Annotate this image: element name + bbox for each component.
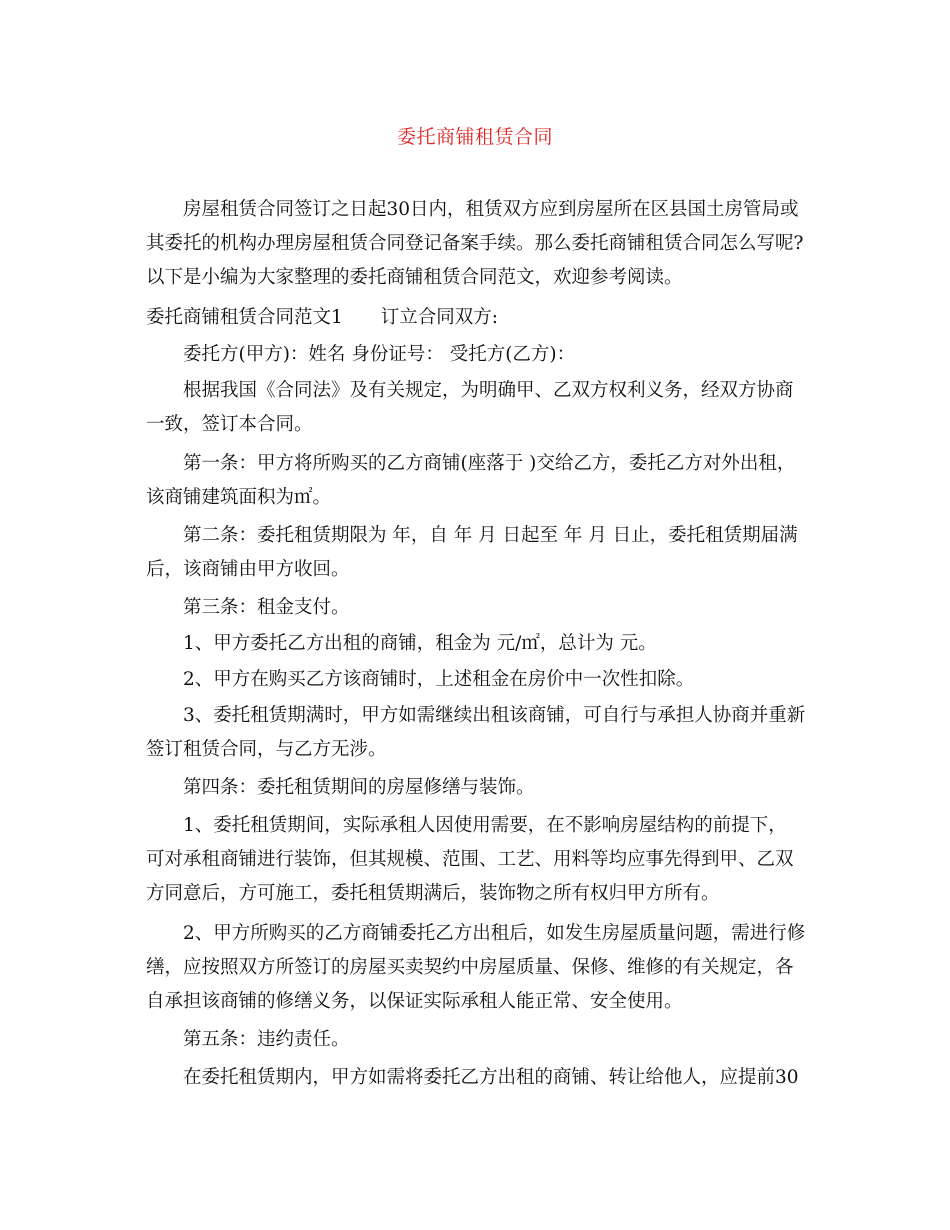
paragraph-line: 第四条：委托租赁期间的房屋修缮与装饰。 (183, 777, 535, 798)
paragraph-line: 第五条：违约责任。 (183, 1029, 350, 1050)
paragraph-line: 后，该商铺由甲方收回。 (146, 559, 350, 580)
paragraph-line: 2、甲方在购买乙方该商铺时，上述租金在房价中一次性扣除。 (183, 669, 695, 690)
section-heading-line (146, 306, 498, 330)
paragraph-line: 房屋租赁合同签订之日起30日内，租赁双方应到房屋所在区县国土房管局或 (183, 199, 799, 220)
paragraph-line: 1、甲方委托乙方出租的商铺，租金为 元/㎡，总计为 元。 (183, 633, 657, 654)
paragraph-line: 该商铺建筑面积为㎡。 (146, 487, 332, 508)
paragraph-line: 第一条：甲方将所购买的乙方商铺(座落于 )交给乙方，委托乙方对外出租， (183, 453, 796, 474)
document-title: 委托商铺租赁合同 (396, 126, 553, 148)
paragraph-line: 缮，应按照双方所签订的房屋买卖契约中房屋质量、保修、维修的有关规定，各 (146, 957, 794, 978)
paragraph-line: 第二条：委托租赁期限为 年，自 年 月 日起至 年 月 日止，委托租赁期届满 (183, 525, 798, 546)
paragraph-line: 一致，签订本合同。 (146, 414, 313, 435)
paragraph-line: 可对承租商铺进行装饰，但其规模、范围、工艺、用料等均应事先得到甲、乙双 (146, 849, 794, 870)
paragraph-line: 在委托租赁期内，甲方如需将委托乙方出租的商铺、转让给他人，应提前30 (183, 1067, 799, 1088)
paragraph-line: 以下是小编为大家整理的委托商铺租赁合同范文，欢迎参考阅读。 (146, 267, 683, 288)
paragraph-line: 其委托的机构办理房屋租赁合同登记备案手续。那么委托商铺租赁合同怎么写呢? (146, 233, 804, 254)
paragraph-line: 根据我国《合同法》及有关规定，为明确甲、乙双方权利义务，经双方协商 (183, 380, 794, 401)
paragraph-line: 3、委托租赁期满时，甲方如需继续出租该商铺，可自行与承担人协商并重新 (183, 705, 806, 726)
paragraph-line: 签订租赁合同，与乙方无涉。 (146, 739, 387, 760)
section-heading: 委托商铺租赁合同范文1 (146, 307, 343, 328)
parties-heading: 订立合同双方: (380, 307, 499, 328)
paragraph-line: 自承担该商铺的修缮义务，以保证实际承租人能正常、安全使用。 (146, 991, 683, 1012)
paragraph-line: 1、委托租赁期间，实际承租人因使用需要，在不影响房屋结构的前提下， (183, 815, 787, 836)
paragraph-line: 方同意后，方可施工，委托租赁期满后，装饰物之所有权归甲方所有。 (146, 883, 720, 904)
paragraph-line: 2、甲方所购买的乙方商铺委托乙方出租后，如发生房屋质量问题，需进行修 (183, 923, 806, 944)
paragraph-line: 委托方(甲方)：姓名 身份证号： 受托方(乙方)： (183, 344, 576, 365)
paragraph-line: 第三条：租金支付。 (183, 597, 350, 618)
